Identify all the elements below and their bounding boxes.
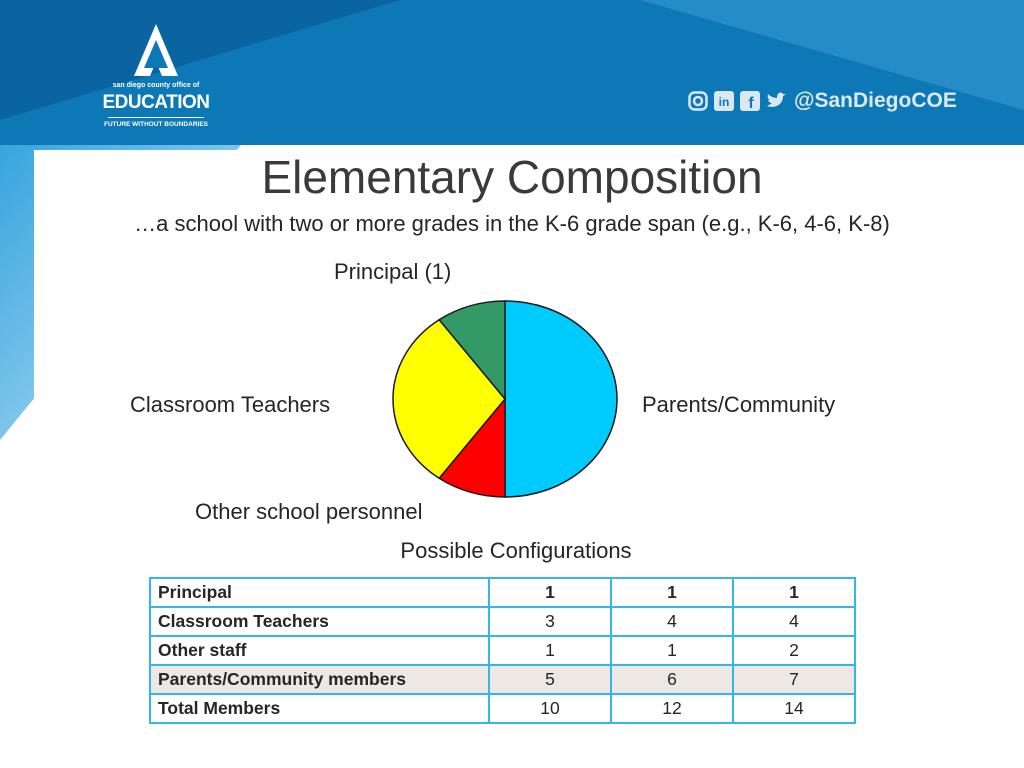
slide-subtitle: …a school with two or more grades in the K-6 grade span (e.g., K-6, 4-6, K-8) xyxy=(134,211,890,236)
svg-text:f: f xyxy=(748,95,754,111)
table-cell: 4 xyxy=(733,607,855,636)
instagram-icon[interactable] xyxy=(688,91,708,111)
logo-tagline: FUTURE WITHOUT BOUNDARIES xyxy=(104,121,208,128)
pie-slice-parents-community xyxy=(505,301,617,497)
table-cell: 3 xyxy=(489,607,611,636)
table-cell: 14 xyxy=(733,694,855,723)
table-row xyxy=(150,578,855,607)
row-label: Principal xyxy=(150,578,489,607)
slide-title: Elementary Composition xyxy=(261,151,763,203)
table-cell: 1 xyxy=(611,636,733,665)
table-row xyxy=(150,694,855,723)
pie-label-other-personnel: Other school personnel xyxy=(195,499,423,524)
sdcoe-logo xyxy=(96,22,216,134)
row-label: Total Members xyxy=(150,694,489,723)
social-links xyxy=(688,86,957,116)
table-cell: 2 xyxy=(733,636,855,665)
table-cell: 4 xyxy=(611,607,733,636)
pie-label-principal: Principal (1) xyxy=(334,259,452,284)
table-row xyxy=(150,665,855,694)
table-cell: 1 xyxy=(611,578,733,607)
table-cell: 1 xyxy=(489,578,611,607)
table-row xyxy=(150,607,855,636)
configurations-table xyxy=(149,577,856,724)
table-cell: 6 xyxy=(611,665,733,694)
linkedin-icon[interactable] xyxy=(714,91,734,111)
configurations-title: Possible Configurations xyxy=(400,538,632,563)
logo-mark-icon xyxy=(96,22,216,82)
svg-text:in: in xyxy=(718,95,730,109)
table-cell: 10 xyxy=(489,694,611,723)
table-cell: 12 xyxy=(611,694,733,723)
row-label: Other staff xyxy=(150,636,489,665)
table-cell: 7 xyxy=(733,665,855,694)
pie-label-parents-community: Parents/Community xyxy=(642,392,836,417)
pie-label-classroom-teachers: Classroom Teachers xyxy=(130,392,331,417)
composition-pie-chart xyxy=(385,295,625,505)
row-label: Parents/Community members xyxy=(150,665,489,694)
logo-divider xyxy=(108,117,204,118)
table-cell: 1 xyxy=(733,578,855,607)
facebook-icon[interactable] xyxy=(740,91,760,111)
social-handle[interactable]: @SanDiegoCOE xyxy=(794,89,957,112)
logo-name: EDUCATION xyxy=(102,92,210,113)
row-label: Classroom Teachers xyxy=(150,607,489,636)
twitter-icon[interactable] xyxy=(766,91,786,111)
table-row xyxy=(150,636,855,665)
table-cell: 5 xyxy=(489,665,611,694)
logo-org-line: san diego county office of xyxy=(112,82,200,89)
table-cell: 1 xyxy=(489,636,611,665)
